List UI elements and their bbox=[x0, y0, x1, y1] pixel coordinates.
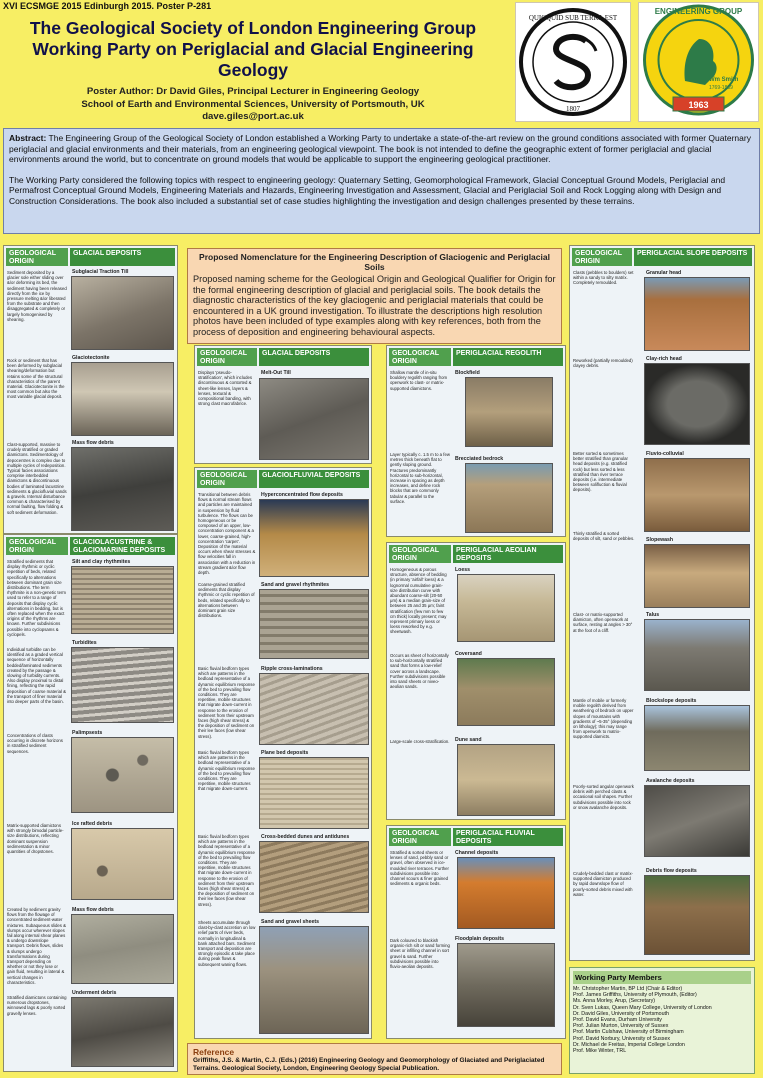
panel-glaciolacustrine bbox=[3, 534, 178, 1072]
engineering-group-logo-dates: 1769-1839 bbox=[709, 85, 733, 91]
member-item: Dr. Sven Lukas, Queen Mary College, University of London bbox=[573, 1004, 712, 1011]
item-description: Stratified diamictons containing numerous dropstones, winnowed lags & poorly sorted gravelly lenses. bbox=[7, 995, 67, 1016]
glacial-deposits-header: GLACIAL DEPOSITS bbox=[259, 348, 369, 366]
poster-title: The Geological Society of London Engineering Group Working Party on Periglacial and Glacial Engineering Geology bbox=[29, 18, 477, 80]
member-item: Mr. Christopher Martin, BP Ltd (Chair & Editor) bbox=[573, 986, 683, 992]
item-caption: Floodplain deposits bbox=[455, 936, 504, 942]
engineering-group-logo-name: Wm Smith bbox=[709, 77, 739, 83]
item-caption: Loess bbox=[455, 567, 470, 573]
item-caption: Glaciotectonite bbox=[72, 355, 110, 361]
item-description: Thinly stratified & sorted deposits of silt, sand or pebbles. bbox=[573, 531, 635, 542]
ice-rafted-debris-photo bbox=[71, 828, 174, 900]
item-description: Poorly-sorted angular openwork debris with perched clasts & occasional soil shapes. Further subdivisions possible into rock or snow avalanche deposits. bbox=[573, 784, 634, 810]
item-description: Crudely-bedded clast or matrix-supported diamicton produced by rapid downslope flow of poorly-sorted debris mixed with water. bbox=[573, 871, 633, 897]
engineering-group-logo bbox=[638, 2, 759, 122]
author-block bbox=[6, 86, 500, 124]
item-description: Created by sediment gravity flows from the flowage of concentrated sediment-water mixtures. Subaqueous slides & slumps occur wherever slopes fail along internal shear planes & undergo downslope transport. Debris flows, slides & slumps undergo transformations during transport depending on whether or not they lose or gain fluid, resulting in lateral & vertical changes in characteristics. bbox=[7, 907, 66, 985]
reference-title: Reference bbox=[193, 1047, 235, 1057]
reference-box bbox=[187, 1043, 562, 1075]
svg-text:QUICQUID SUB TERRA EST: QUICQUID SUB TERRA EST bbox=[528, 14, 618, 22]
sand-gravel-rhythmites-photo bbox=[259, 589, 369, 659]
item-caption: Fluvio-colluvial bbox=[646, 451, 684, 457]
debris-flow-deposits-photo bbox=[644, 875, 750, 955]
abstract-paragraph-2: The Working Party considered the following topics with respect to engineering geology: Quaternary Setting, Geomorphological Framework, Glacial Conceptual Ground Models, Periglacial and Permafrost Conceptual Ground Models, Engineering Materials and Hazards, Engineering Investigation and Assessment, Glacial and Periglacial Soil and Rock Logging along with Design and Construction Considerations. The book also included a substantial set of case studies highlighting the investigation and design challenges presented by these terrains. bbox=[9, 174, 726, 206]
palimpsests-photo bbox=[71, 737, 174, 813]
hyperconcentrated-flow-photo bbox=[259, 499, 369, 577]
item-description: Clast- or matrix-supported diamicton, often openwork at surface, resting at angles > 30° at the foot of a cliff. bbox=[573, 612, 633, 633]
glacial-deposits-header: GLACIAL DEPOSITS bbox=[70, 248, 175, 266]
item-caption: Brecciated bedrock bbox=[455, 456, 504, 462]
item-description: Individual turbidite can be identified as a graded vertical sequence of horizontally bedded/laminated sediments created by the passage & slowing of turbidity currents. Also display proximal to distal fining, reflecting the rapid deposition of coarse material & the transport of finer material into deeper parts of the basin. bbox=[7, 647, 66, 705]
item-caption: Mass flow debris bbox=[72, 440, 114, 446]
geological-origin-header: GEOLOGICAL ORIGIN bbox=[389, 348, 451, 366]
subglacial-traction-till-photo bbox=[71, 276, 174, 350]
panel-melt-out-till bbox=[194, 345, 372, 464]
glaciolacustrine-header: GLACIOLACUSTRINE & GLACIOMARINE DEPOSITS bbox=[70, 537, 175, 555]
glaciotectonite-photo bbox=[71, 362, 174, 436]
proposed-nomenclature-box bbox=[187, 248, 562, 344]
plane-bed-photo bbox=[259, 757, 369, 829]
ripple-cross-laminations-photo bbox=[259, 673, 369, 745]
member-item: Dr. David Giles, University of Portsmouth bbox=[573, 1010, 669, 1017]
engineering-group-logo-text: ENGINEERING GROUP bbox=[654, 7, 743, 16]
item-description: Rock or sediment that has been deformed by subglacial shearing/deformation but retains some of the structural characteristics of the parent material. Glaciotectonite is the most common but also the most variable glacial deposit. bbox=[7, 358, 65, 400]
blockslope-deposits-photo bbox=[644, 705, 750, 771]
item-description: Stratified sediments that display rhythmic or cyclic repetition of beds, related specifically to alternations between dominant grain size distributions. The term rhythmite is a non-genetic term used to refer to a range of deposits that display cyclic alternations in bedding, but is often replaced when the exact origins of the rhythms are known. Further subdivisions possible into cyclopsams & cyclopels. bbox=[7, 559, 66, 637]
member-item: Prof. Martin Culshaw, University of Birmingham bbox=[573, 1029, 684, 1036]
periglacial-aeolian-header: PERIGLACIAL AEOLIAN DEPOSITS bbox=[453, 545, 563, 563]
geological-origin-header: GEOLOGICAL ORIGIN bbox=[389, 828, 451, 846]
loess-photo bbox=[457, 574, 555, 642]
abstract-paragraph-1: Abstract: The Engineering Group of the Geological Society of London established a Working Party to undertake a state-of-the-art review on the ground conditions associated with former Quaternary periglacial and glacial environments and their materials, from an engineering geological viewpoint. The book is not intended to define the geographic extent of former periglacial and glacial environments around the world, but to concentrate on ground models that would be applicable to support the engineering geological practitioner. bbox=[9, 133, 751, 165]
geological-society-logo bbox=[515, 2, 631, 122]
item-caption: Clay-rich head bbox=[646, 356, 682, 362]
proposed-nomenclature-body: Proposed naming scheme for the Geological Origin and Geological Qualifier for Origin for the formal engineering description of glacial and periglacial soils. The book details the diagnostic characteristics of the key glaciogenic and periglacial materials that could be encountered in a UK ground investigation. To illustrate the descriptions high resolution photos have been included of type examples along with key references, both from the process of deposition and engineering behavioural aspects. bbox=[193, 274, 556, 337]
item-caption: Underment debris bbox=[72, 990, 117, 996]
slopewash-photo bbox=[644, 544, 750, 608]
silt-clay-rhythmites-photo bbox=[71, 566, 174, 634]
item-description: Clasts (pebbles to boulders) set within a sandy to silty matrix. Completely remoulded. bbox=[573, 270, 634, 286]
item-caption: Turbidites bbox=[72, 640, 97, 646]
member-item: Prof. Julian Murton, University of Sussex bbox=[573, 1023, 669, 1030]
member-item: Ms. Anna Morley, Arup, (Secretary) bbox=[573, 998, 656, 1005]
affiliation: School of Earth and Environmental Sciences, University of Portsmouth, UK bbox=[81, 98, 425, 110]
periglacial-regolith-header: PERIGLACIAL REGOLITH bbox=[453, 348, 563, 366]
clay-rich-head-photo bbox=[644, 363, 750, 445]
item-caption: Palimpsests bbox=[72, 730, 103, 736]
abstract-panel bbox=[3, 128, 760, 234]
item-description: Basic fluvial bedform types which are patterns in the bedload representative of a dynamic equilibrium response of the bed to prevailing flow conditions. They are repetitive, mobile structures that migrate down-current in response to the erosion of sediment from their upstream faces (high shear stress) & the deposition of sediment on their lee faces (low shear stress). bbox=[198, 834, 255, 907]
item-caption: Plane bed deposits bbox=[261, 750, 309, 756]
item-description: Mantle of mobile or formerly mobile regolith derived from weathering of bedrock on upper slopes of mountains with gradients of ~5-35° (depending on lithology); this may range from openwork to matrix-supported diamicts. bbox=[573, 698, 634, 740]
geological-origin-header: GEOLOGICAL ORIGIN bbox=[197, 348, 257, 366]
periglacial-slope-header: PERIGLACIAL SLOPE DEPOSITS bbox=[634, 248, 752, 266]
turbidites-photo bbox=[71, 647, 174, 723]
geological-origin-header: GEOLOGICAL ORIGIN bbox=[6, 248, 68, 266]
panel-periglacial-fluvial bbox=[386, 825, 566, 1039]
panel-periglacial-regolith bbox=[386, 345, 566, 537]
floodplain-deposits-photo bbox=[457, 943, 555, 1027]
item-caption: Mass flow debris bbox=[72, 907, 114, 913]
geological-origin-header: GEOLOGICAL ORIGIN bbox=[389, 545, 451, 563]
panel-periglacial-slope bbox=[569, 245, 755, 961]
panel-periglacial-aeolian bbox=[386, 542, 566, 820]
fluvio-colluvial-photo bbox=[644, 458, 750, 532]
item-caption: Subglacial Traction Till bbox=[72, 269, 129, 275]
avalanche-deposits-photo bbox=[644, 785, 750, 857]
item-description: Sheets accumulate through clast-by-clast accretion on low relief parts of river beds, normally in longitudinal & bank attached bars. Sediment transport and deposition are strongly episodic & take place during peak flows & subsequent waning flows. bbox=[198, 920, 256, 967]
email-address: dave.giles@port.ac.uk bbox=[202, 111, 304, 122]
dune-sand-photo bbox=[457, 744, 555, 816]
item-description: Coarse-grained stratified sediments that display rhythmic or cyclic repetition of beds, related specifically to alternations between dominant grain size distributions. bbox=[198, 582, 255, 619]
melt-out-till-photo bbox=[259, 378, 369, 460]
item-description: Homogeneous & porous structure, absence of bedding (in primary 'airfall' loess) & a lognormal cumulative grain-size distribution curve with abundant coarse-silt (20-50 μm) & a median grain-size of between 25 and 35 μm; faint stratification (few mm to few cm thick) locally present; may represent primary loess or loess reworked by e.g. sheetwash. bbox=[390, 567, 447, 635]
item-caption: Channel deposits bbox=[455, 850, 499, 856]
item-description: Basic fluvial bedform types which are patterns in the bedload representative of a dynamic equilibrium response of the bed to prevailing flow conditions. They are repetitive, mobile structures that migrate down-current. bbox=[198, 750, 255, 792]
item-caption: Slopewash bbox=[646, 537, 674, 543]
panel-glaciofluvial bbox=[194, 467, 372, 1039]
blockfield-photo bbox=[465, 377, 553, 447]
item-description: Dark coloured to blackish organic-rich silt or sand forming sheet or infilling channel in sort gravel & sand. Further subdivisions possible into fluvio-aeolian deposits. bbox=[390, 938, 450, 970]
author-line: Poster Author: Dr David Giles, Principal Lecturer in Engineering Geology bbox=[86, 86, 420, 97]
item-description: Shallow mantle of in-situ bouldery regolith ranging from openwork to clast- or matrix-supported diamictons. bbox=[390, 370, 448, 391]
members-title: Working Party Members bbox=[573, 971, 751, 984]
underment-debris-photo bbox=[71, 997, 174, 1067]
member-item: Prof. David Norbury, University of Sussex bbox=[573, 1035, 671, 1042]
item-caption: Hyperconcentrated flow deposits bbox=[261, 492, 343, 498]
geological-origin-header: GEOLOGICAL ORIGIN bbox=[197, 470, 257, 488]
member-item: Dr. Michael de Freitas, Imperial College London bbox=[573, 1041, 685, 1048]
item-caption: Dune sand bbox=[455, 737, 482, 743]
reference-text: Griffiths, J.S. & Martin, C.J. (Eds.) (2016) Engineering Geology and Geomorphology of Glaciated and Periglaciated Terrains. Geological Society, London, Engineering Geology Special Publication. bbox=[193, 1057, 545, 1072]
item-description: Transitional between debris flows & normal stream flows and particles are maintained in suspension by fluid turbulence. The flows can be homogeneous or be composed of an upper, low-concentration component & a lower, coarse-grained, high-concentration 'carpet'. Deposition of the material occurs when shear stresses & flow velocities fall in association with a reduction in stream gradient &/or flow depth. bbox=[198, 492, 256, 576]
cross-bedded-dunes-photo bbox=[259, 841, 369, 913]
item-caption: Sand and gravel rhythmites bbox=[261, 582, 330, 588]
geological-origin-header: GEOLOGICAL ORIGIN bbox=[6, 537, 68, 555]
item-description: Reworked (partially remoulded) clayey debris. bbox=[573, 358, 633, 369]
item-description: Stratified & sorted sheets or lenses of sand, pebbly sand or gravel, often observed in ice-moulded river terraces. Further subdivisions possible into channel scours & finer grained sediments & organic beds. bbox=[390, 850, 449, 887]
item-caption: Avalanche deposits bbox=[646, 778, 695, 784]
channel-deposits-photo bbox=[457, 857, 555, 929]
poster-reference: XVI ECSMGE 2015 Edinburgh 2015. Poster P-281 bbox=[3, 1, 212, 11]
member-item: Prof. James Griffiths, University of Plymouth, (Editor) bbox=[573, 992, 697, 999]
granular-head-photo bbox=[644, 277, 750, 351]
working-party-members bbox=[569, 967, 755, 1074]
item-caption: Blockfield bbox=[455, 370, 480, 376]
item-caption: Talus bbox=[646, 612, 660, 618]
item-description: Clast-supported, massive to crudely stratified or graded diamictons. Sedimentology of depocentres is complex due to multiple cycles of redeposition. Typical facies associations comprise interbedded diamictons & discontinuous bodies of laminated lacustrine sediments & glaciofluvial sands & gravels. Internal disturbance common & characterised by normal faulting, flow folding & soft sediment deformation. bbox=[7, 442, 67, 515]
geological-origin-header: GEOLOGICAL ORIGIN bbox=[572, 248, 632, 266]
item-caption: Coversand bbox=[455, 651, 482, 657]
member-item: Prof. David Evans, Durham University bbox=[573, 1017, 662, 1024]
item-caption: Cross-bedded dunes and antidunes bbox=[261, 834, 350, 840]
periglacial-fluvial-header: PERIGLACIAL FLUVIAL DEPOSITS bbox=[453, 828, 563, 846]
item-description: Matrix-supported diamictons with strongly bimodal particle-size distributions, reflecting dominant suspension sedimentation & minor quantities of dropstones. bbox=[7, 823, 64, 855]
item-description: Displays 'pseudo-stratification', which includes discontinuous & contorted & sheet-like lenses, layers & lenses, textural & compositional banding, with strong clast macrofabrice. bbox=[198, 370, 253, 407]
item-caption: Granular head bbox=[646, 270, 682, 276]
sand-gravel-sheets-photo bbox=[259, 926, 369, 1034]
abstract-label: Abstract: bbox=[9, 133, 47, 143]
coversand-photo bbox=[457, 658, 555, 726]
item-description: Sediment deposited by a glacier sole either sliding over &/or deforming its bed, the sediment having been released directly from the ice by pressure melting &/or liberated from the substrate and then disaggregated & completely or largely homogenised by shearing. bbox=[7, 270, 67, 322]
item-description: Large-scale cross-stratification. bbox=[390, 739, 450, 744]
talus-photo bbox=[644, 619, 750, 691]
item-caption: Debris flow deposits bbox=[646, 868, 697, 874]
item-caption: Ice rafted debris bbox=[72, 821, 113, 827]
engineering-group-logo-year: 1963 bbox=[688, 100, 709, 110]
member-item: Prof. Mike Winter, TRL bbox=[573, 1048, 627, 1055]
panel-glacial-deposits bbox=[3, 245, 178, 534]
item-caption: Melt-Out Till bbox=[261, 370, 291, 376]
item-description: Basic fluvial bedform types which are patterns in the bedload representative of a dynamic equilibrium response of the bed to prevailing flow conditions. They are repetitive, mobile structures that migrate down-current in response to the erosion of sediment from their upstream faces (high shear stress) & the deposition of sediment on their lee faces (low shear stress). bbox=[198, 666, 255, 739]
proposed-nomenclature-title: Proposed Nomenclature for the Engineering Description of Glaciogenic and Periglacial Soils bbox=[199, 252, 550, 272]
item-caption: Silt and clay rhythmites bbox=[72, 559, 131, 565]
item-caption: Blockslope deposits bbox=[646, 698, 697, 704]
item-description: Layer typically c. 1.5 m to a few metres thick beneath flat to gently sloping ground. Fractures predominantly horizontal to sub-horizontal, increase in spacing as depth increases, and define rock blocks that are commonly tabular & parallel to the surface. bbox=[390, 452, 450, 504]
item-description: Concentrations of clasts occurring in discrete horizons in stratified sediment sequences. bbox=[7, 733, 63, 754]
mass-flow-debris-photo bbox=[71, 447, 174, 531]
mass-flow-debris-2-photo bbox=[71, 914, 174, 984]
svg-text:1807: 1807 bbox=[566, 105, 580, 113]
glaciofluvial-header: GLACIOLFLUVIAL DEPOSITS bbox=[259, 470, 369, 488]
brecciated-bedrock-photo bbox=[465, 463, 553, 533]
item-description: Better sorted & sometimes better stratified than granular head deposits (e.g. stratified rock) but less sorted & less stratified than river terrace deposits (i.e. intermediate between solifluction & fluvial deposits). bbox=[573, 451, 628, 493]
item-caption: Ripple cross-laminations bbox=[261, 666, 323, 672]
item-caption: Sand and gravel sheets bbox=[261, 919, 319, 925]
geological-society-seal-icon bbox=[516, 3, 630, 121]
item-description: Occurs as sheet of horizontally to sub-horizontally stratified sand that forms a low-relief cover across a landscape. Further subdivisions possible into sand sheets or niveo-aeolian sands. bbox=[390, 653, 449, 690]
